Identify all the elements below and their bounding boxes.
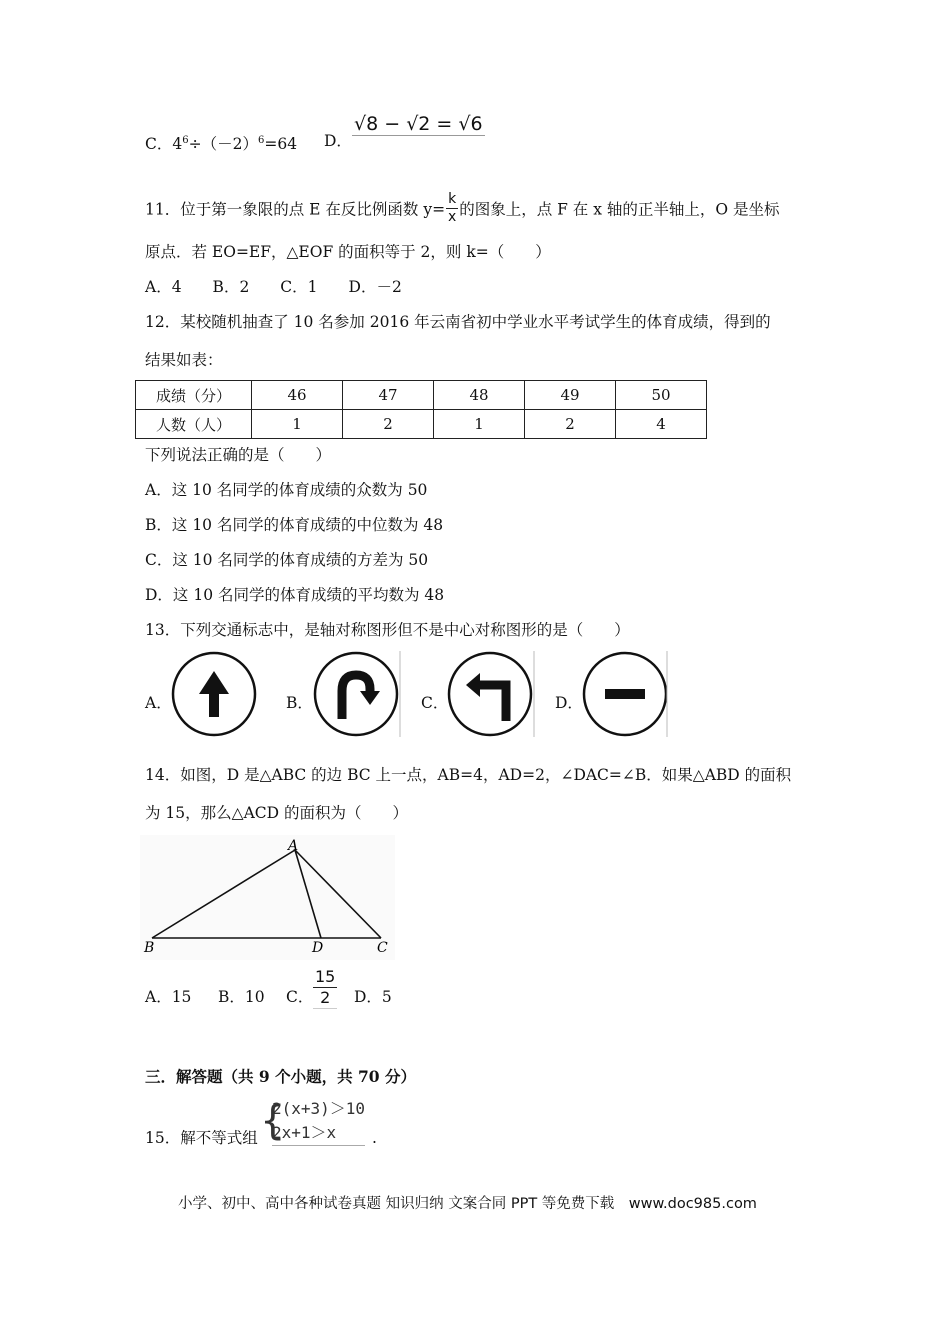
q11-frac-denominator: x [447, 209, 457, 225]
table-cell: 1 [434, 410, 525, 439]
q13-label-c: C． [421, 694, 449, 712]
footer-text: 小学、初中、高中各种试卷真题 知识归纳 文案合同 PPT 等免费下载 www.doc985.com [178, 1196, 757, 1212]
table-row [136, 410, 707, 439]
point-d-label: D [312, 940, 324, 956]
q11-line1 [145, 193, 780, 228]
q14-option-c-fraction [313, 967, 337, 1009]
table-cell: 49 [525, 381, 616, 410]
table-cell: 2 [525, 410, 616, 439]
table-cell: 1 [252, 410, 343, 439]
q15-inequality-system [272, 1097, 365, 1146]
table-cell: 人数（人） [136, 410, 252, 439]
q12-question: 下列说法正确的是（ ） [145, 446, 332, 464]
point-a-label: A [288, 838, 299, 854]
q11-fraction [446, 191, 458, 226]
q11-frac-numerator: k [448, 191, 457, 207]
table-row [136, 381, 707, 410]
q15-brace: { [260, 1098, 286, 1144]
scores-table [135, 380, 707, 439]
q15-suffix: . [372, 1129, 377, 1147]
table-cell: 2 [343, 410, 434, 439]
q10-option-d-expression: √8 − √2 = √6 [354, 113, 483, 135]
q10-optc-mid: ÷（－2） [188, 135, 258, 154]
q14-frac-numerator: 15 [315, 967, 336, 986]
q12-option-b: B．这 10 名同学的体育成绩的中位数为 48 [145, 516, 444, 534]
q14-option-d: D．5 [354, 988, 392, 1006]
q10-optc-exponent: 6 [182, 135, 189, 146]
q14-option-b: B．10 [218, 988, 265, 1006]
q15-inequality-1: 2(x+3)＞10 [272, 1099, 366, 1118]
q15-inequality-2: 2x+1＞x [272, 1123, 337, 1142]
point-b-label: B [144, 940, 155, 956]
q14-option-c: C． [286, 988, 314, 1006]
q14-line2: 为 15，那么△ACD 的面积为（ ） [145, 804, 408, 822]
q13-label-a: A． [145, 694, 172, 712]
q12-option-d: D．这 10 名同学的体育成绩的平均数为 48 [145, 586, 445, 604]
q13-line1: 13．下列交通标志中，是轴对称图形但不是中心对称图形的是（ ） [145, 621, 630, 639]
q10-optc-prefix: C．4 [145, 135, 183, 154]
q11-line1-post: 的图象上，点 F 在 x 轴的正半轴上，O 是坐标 [459, 200, 780, 219]
q14-option-a: A．15 [145, 988, 192, 1006]
no-entry-bar-icon [581, 651, 671, 737]
q15-prefix: 15．解不等式组 [145, 1129, 258, 1147]
q11-options: A．4 B．2 C．1 D．－2 [145, 278, 402, 296]
q11-line2: 原点．若 EO=EF，△EOF 的面积等于 2，则 k=（ ） [145, 243, 551, 261]
q14-frac-denominator: 2 [320, 988, 331, 1007]
arrow-up-icon [170, 651, 258, 737]
table-cell: 47 [343, 381, 434, 410]
point-c-label: C [377, 940, 388, 956]
q10-optc-exponent2: 6 [257, 135, 265, 146]
q12-option-a: A．这 10 名同学的体育成绩的众数为 50 [145, 481, 428, 499]
q12-line1: 12．某校随机抽查了 10 名参加 2016 年云南省初中学业水平考试学生的体育成绩，得到的 [145, 313, 771, 331]
q10-option-d-label: D． [324, 132, 352, 150]
triangle-figure [140, 835, 395, 960]
q14-line1: 14．如图，D 是△ABC 的边 BC 上一点，AB=4，AD=2，∠DAC=∠B．如果△ABD 的面积 [145, 766, 792, 784]
table-cell: 4 [616, 410, 707, 439]
table-cell: 48 [434, 381, 525, 410]
q12-option-c: C．这 10 名同学的体育成绩的方差为 50 [145, 551, 429, 569]
turn-left-icon [446, 651, 536, 737]
table-cell: 50 [616, 381, 707, 410]
table-cell: 成绩（分） [136, 381, 252, 410]
table-cell: 46 [252, 381, 343, 410]
q13-label-d: D． [555, 694, 583, 712]
q11-line1-pre: 11．位于第一象限的点 E 在反比例函数 y= [145, 200, 446, 219]
u-turn-right-icon [312, 651, 402, 737]
q10-optc-suffix: =64 [264, 135, 298, 154]
q13-label-b: B． [286, 694, 313, 712]
q10-option-c [145, 131, 297, 154]
q12-line2: 结果如表： [145, 351, 223, 369]
section3-title: 三．解答题（共 9 个小题，共 70 分） [145, 1067, 416, 1086]
